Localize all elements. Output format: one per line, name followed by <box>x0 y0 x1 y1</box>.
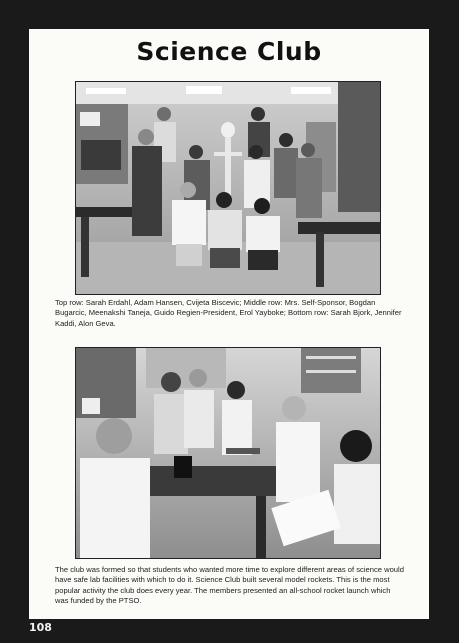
page-title: Science Club <box>136 37 322 66</box>
activity-photo <box>75 347 381 559</box>
group-photo-caption: Top row: Sarah Erdahl, Adam Hansen, Cvijeta Biscevic; Middle row: Mrs. Self-Sponsor, Bogdan Bugarcic, Meenakshi Taneja, Guido Regien-President, Erol Yayboke; Bottom row: Sarah Bjork, Jennifer Kaddi, Alon Geva. <box>55 298 402 328</box>
page-number: 108 <box>29 621 52 634</box>
group-photo <box>75 81 381 295</box>
yearbook-page <box>29 29 429 619</box>
activity-photo-image <box>76 348 380 558</box>
activity-photo-caption: The club was formed so that students who wanted more time to explore different areas of science would have safe lab facilities with which to do it. Science Club built several model rockets. This is the most popular activity the club does every year. The members presented an all-school rocket launch which was funded by the PTSO. <box>55 565 404 606</box>
group-photo-image <box>76 82 380 294</box>
